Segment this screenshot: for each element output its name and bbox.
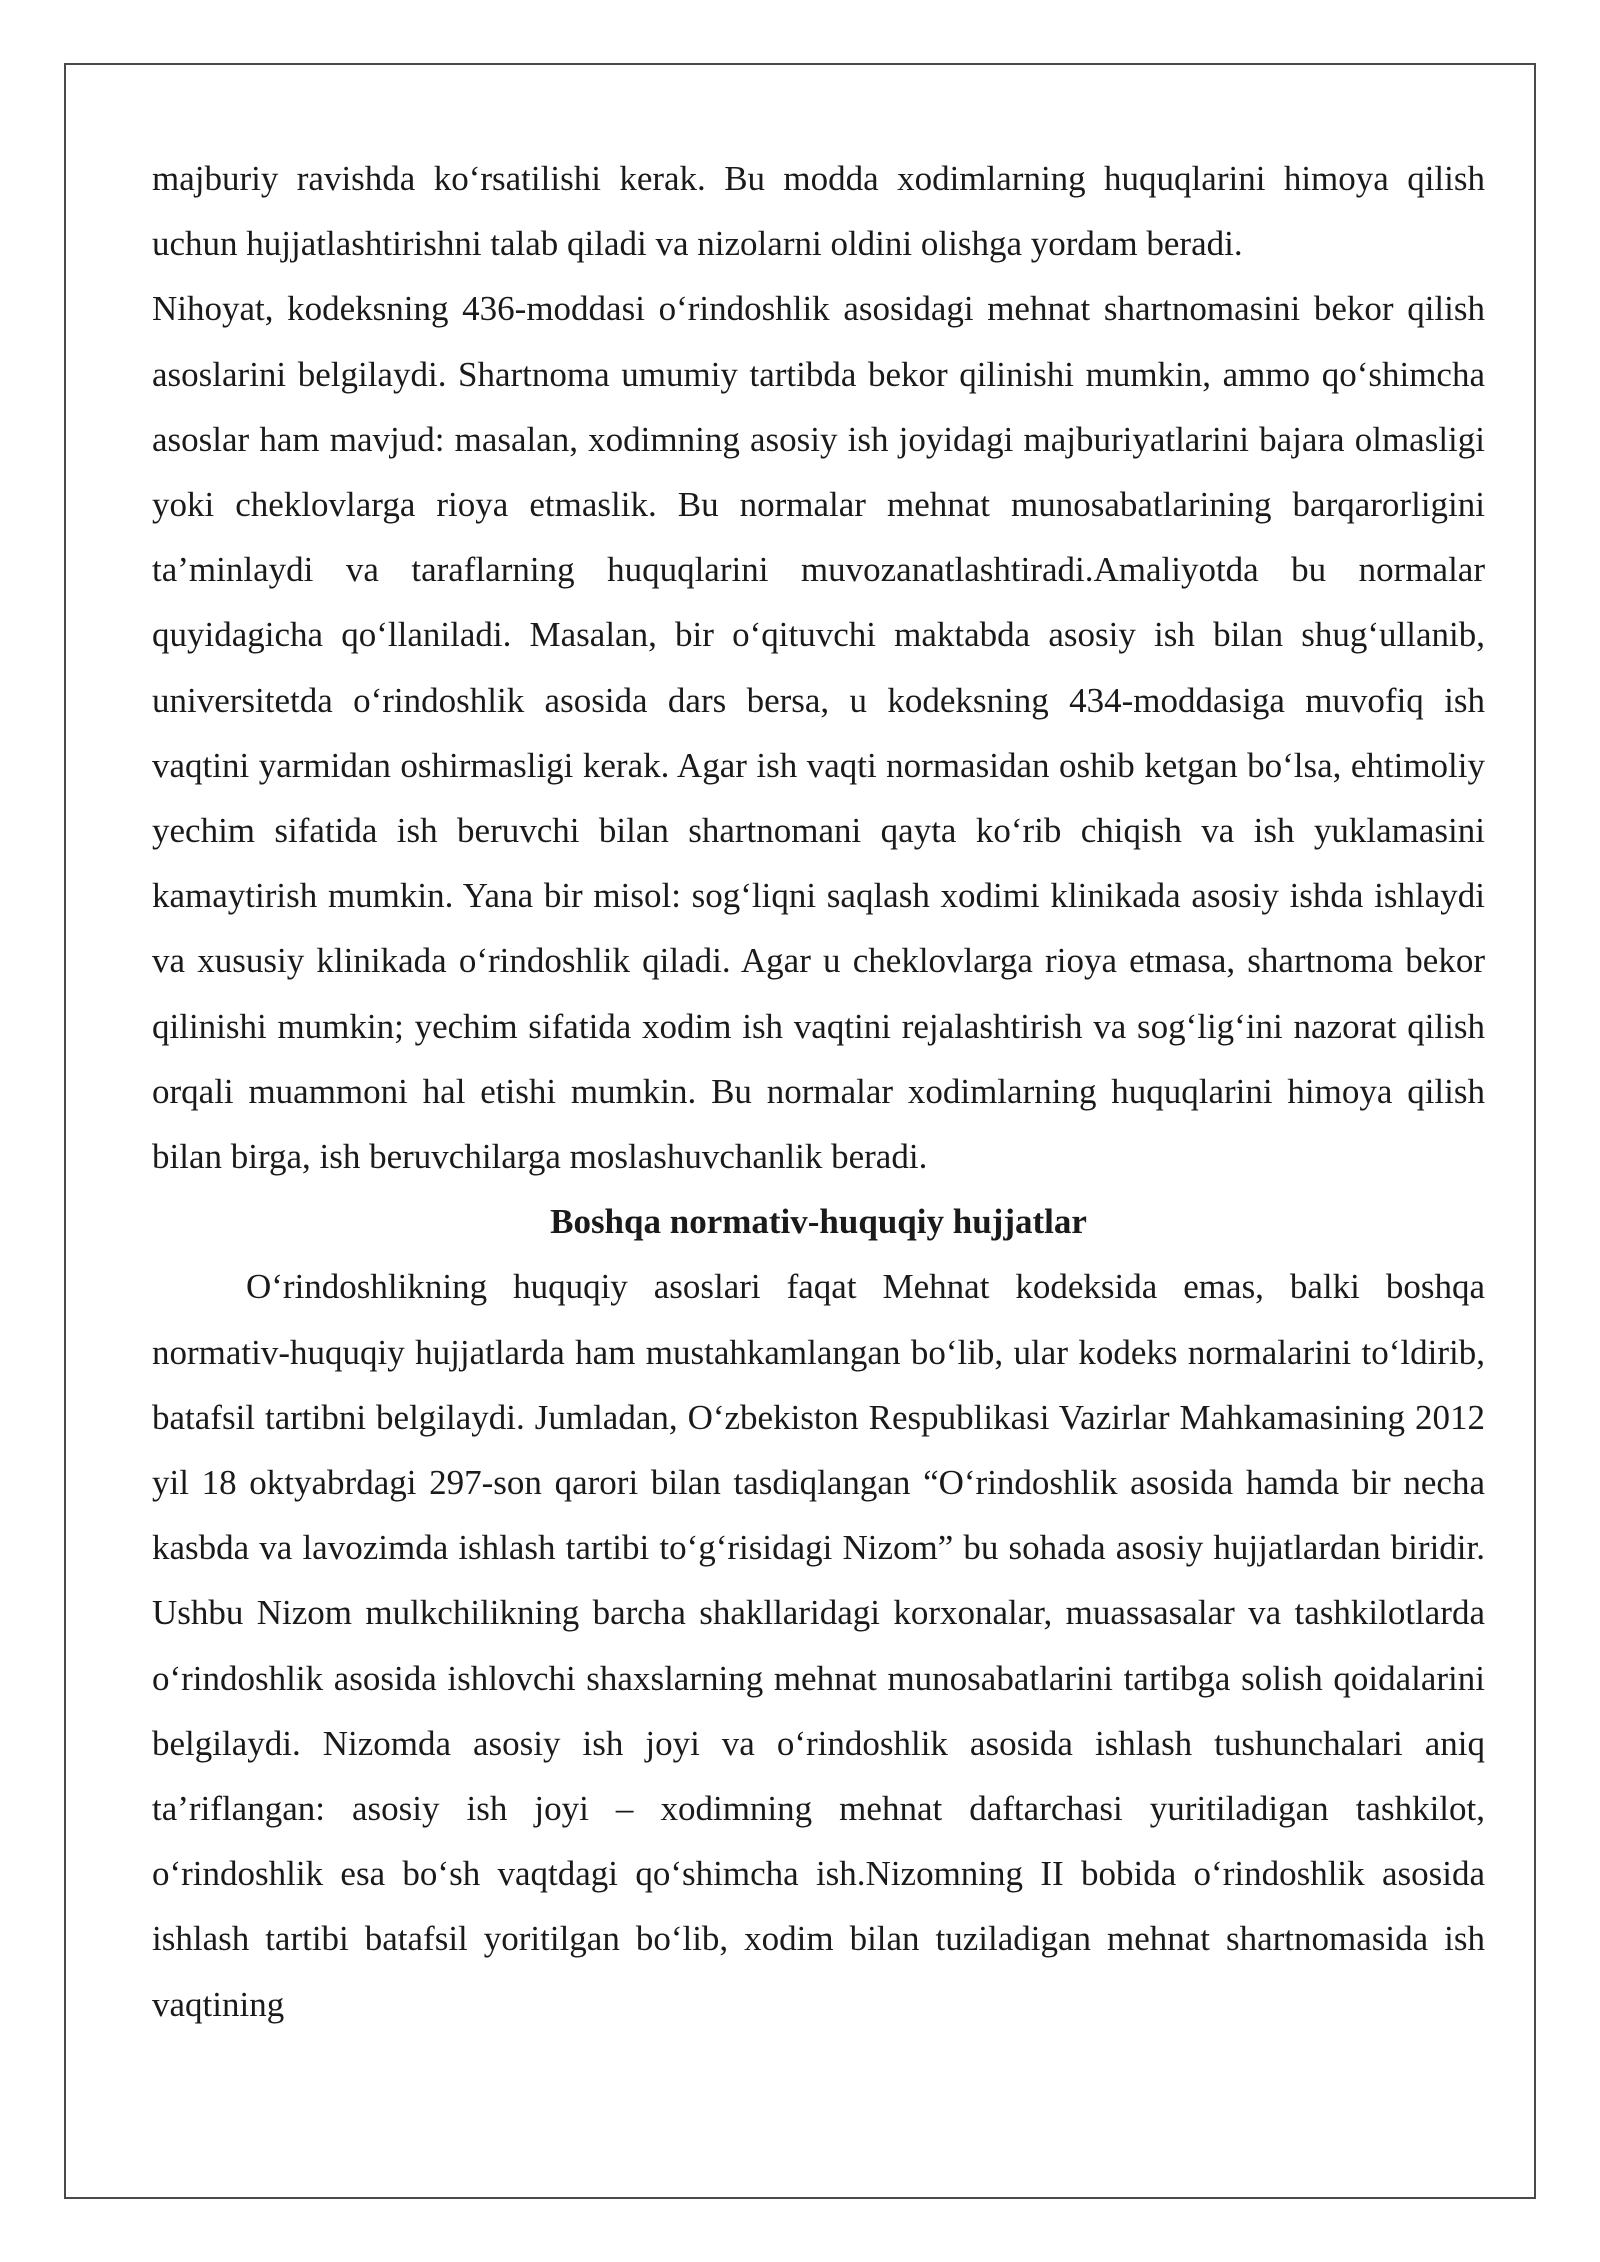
section-heading: Boshqa normativ-huquqiy hujjatlar bbox=[550, 1202, 1087, 1242]
document-body bbox=[152, 146, 1485, 2037]
paragraph-continuation: majburiy ravishda koʻrsatilishi kerak. Bu modda xodimlarning huquqlarini himoya qilish uchun hujjatlashtirishni talab qiladi va nizolarni oldini olishga yordam beradi. bbox=[152, 159, 1485, 264]
paragraph-article-436: Nihoyat, kodeksning 436-moddasi oʻrindoshlik asosidagi mehnat shartnomasini bekor qilish asoslarini belgilaydi. Shartnoma umumiy tartibda bekor qilinishi mumkin, ammo qoʻshimcha asoslar ham mavjud: masalan, xodimning asosiy ish joyidagi majburiyatlarini bajara olmasligi yoki cheklovlarga rioya etmaslik. Bu normalar mehnat munosabatlarining barqarorligini ta’minlaydi va taraflarning huquqlarini muvozanatlashtiradi.Amaliyotda bu normalar quyidagicha qoʻllaniladi. Masalan, bir oʻqituvchi maktabda asosiy ish bilan shugʻullanib, universitetda oʻrindoshlik asosida dars bersa, u kodeksning 434-moddasiga muvofiq ish vaqtini yarmidan oshirmasligi kerak. Agar ish vaqti normasidan oshib ketgan boʻlsa, ehtimoliy yechim sifatida ish beruvchi bilan shartnomani qayta koʻrib chiqish va ish yuklamasini kamaytirish mumkin. Yana bir misol: sogʻliqni saqlash xodimi klinikada asosiy ishda ishlaydi va xususiy klinikada oʻrindoshlik qiladi. Agar u cheklovlarga rioya etmasa, shartnoma bekor qilinishi mumkin; yechim sifatida xodim ish vaqtini rejalashtirish va sogʻligʻini nazorat qilish orqali muammoni hal etishi mumkin. Bu normalar xodimlarning huquqlarini himoya qilish bilan birga, ish beruvchilarga moslashuvchanlik beradi. bbox=[152, 289, 1485, 1177]
paragraph-other-normative-acts: Oʻrindoshlikning huquqiy asoslari faqat Mehnat kodeksida emas, balki boshqa normativ-huquqiy hujjatlarda ham mustahkamlangan boʻlib, ular kodeks normalarini toʻldirib, batafsil tartibni belgilaydi. Jumladan, Oʻzbekiston Respublikasi Vazirlar Mahkamasining 2012 yil 18 oktyabrdagi 297-son qarori bilan tasdiqlangan “Oʻrindoshlik asosida hamda bir necha kasbda va lavozimda ishlash tartibi toʻgʻrisidagi Nizom” bu sohada asosiy hujjatlardan biridir. Ushbu Nizom mulkchilikning barcha shakllaridagi korxonalar, muassasalar va tashkilotlarda oʻrindoshlik asosida ishlovchi shaxslarning mehnat munosabatlarini tartibga solish qoidalarini belgilaydi. Nizomda asosiy ish joyi va oʻrindoshlik asosida ishlash tushunchalari aniq ta’riflangan: asosiy ish joyi – xodimning mehnat daftarchasi yuritiladigan tashkilot, oʻrindoshlik esa boʻsh vaqtdagi qoʻshimcha ish.Nizomning II bobida oʻrindoshlik asosida ishlash tartibi batafsil yoritilgan boʻlib, xodim bilan tuziladigan mehnat shartnomasida ish vaqtining bbox=[152, 1267, 1485, 2024]
